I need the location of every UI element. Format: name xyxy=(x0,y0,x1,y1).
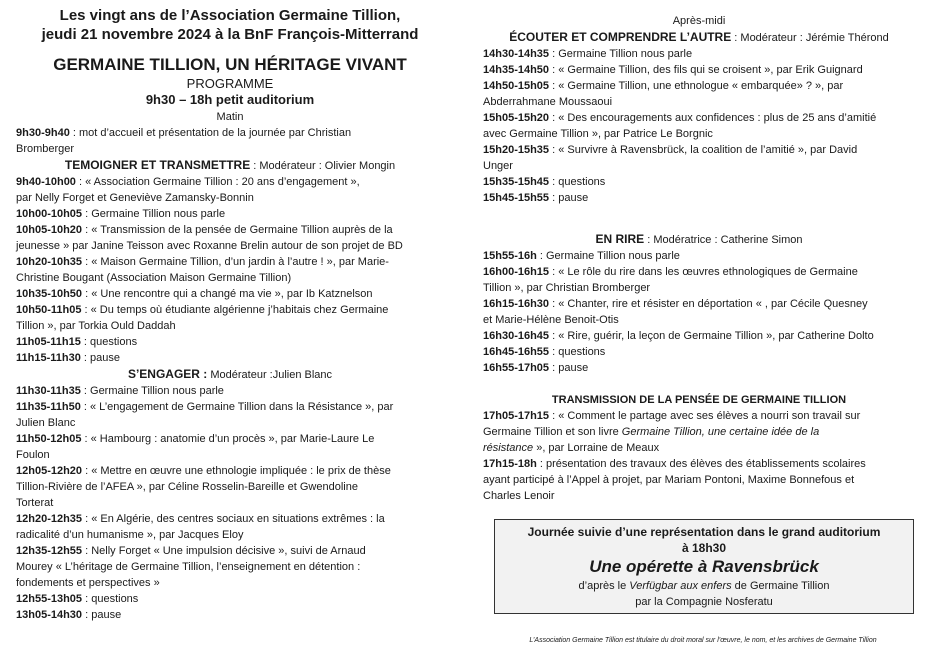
schedule-line: 16h45-16h55 : questions xyxy=(483,346,606,358)
schedule-line: 15h20-15h35 : « Survivre à Ravensbrück, la coalition de l’amitié », par David xyxy=(483,144,858,156)
schedule-line: 12h35-12h55 : Nelly Forget « Une impulsion décisive », suivi de Arnaud xyxy=(16,545,366,557)
section-sengager-lines xyxy=(16,383,444,623)
schedule-line: 15h45-15h55 : pause xyxy=(483,192,589,204)
schedule-line: 9h30-9h40 : mot d’accueil et présentation de la journée par Christian xyxy=(16,127,352,139)
transmission-line6: Charles Lenoir xyxy=(483,490,555,502)
page-title: GERMAINE TILLION, UN HÉRITAGE VIVANT xyxy=(53,55,407,74)
schedule-line: jeunesse » par Janine Teisson avec Roxanne Brelin autour de son projet de BD xyxy=(16,240,403,252)
performance-time: à 18h30 xyxy=(681,541,727,555)
section-transmission: TRANSMISSION DE LA PENSÉE DE GERMAINE TILLION xyxy=(551,394,847,406)
right-column xyxy=(483,0,915,504)
transmission-line1: 17h05-17h15 : « Comment le partage avec ses élèves a nourri son travail sur xyxy=(483,410,861,422)
schedule-line: 14h30-14h35 : Germaine Tillion nous parle xyxy=(483,48,693,60)
section-ecouter: ÉCOUTER ET COMPRENDRE L’AUTRE : Modérateur : Jérémie Thérond xyxy=(509,30,889,44)
header-line2: jeudi 21 novembre 2024 à la BnF François-Mitterrand xyxy=(41,26,419,43)
schedule-line: Bromberger xyxy=(16,143,75,155)
performance-line1: Journée suivie d’une représentation dans le grand auditorium xyxy=(527,525,881,539)
schedule-line: 10h20-10h35 : « Maison Germaine Tillion, d’un jardin à l’autre ! », par Marie- xyxy=(16,256,389,268)
schedule-line: Torterat xyxy=(16,497,54,509)
schedule-line: 11h50-12h05 : « Hambourg : anatomie d’un procès », par Marie-Laure Le xyxy=(16,433,375,445)
schedule-line: 11h05-11h15 : questions xyxy=(16,336,138,348)
schedule-line: 12h05-12h20 : « Mettre en œuvre une ethnologie impliquée : le prix de thèse xyxy=(16,465,391,477)
schedule-line: avec Germaine Tillion », par Patrice Le Borgnic xyxy=(483,128,713,140)
schedule-line: 10h05-10h20 : « Transmission de la pensée de Germaine Tillion auprès de la xyxy=(16,224,393,236)
transmission-line2: Germaine Tillion et son livre Germaine Tillion, une certaine idée de la xyxy=(483,426,820,438)
schedule-line: Foulon xyxy=(16,449,50,461)
apres-midi-label: Après-midi xyxy=(672,15,726,27)
intro-lines xyxy=(16,125,444,157)
transmission-line5: ayant participé à l’Appel à projet, par Mariam Pontoni, Maxime Bonnefous et xyxy=(483,474,855,486)
schedule-line: 12h55-13h05 : questions xyxy=(16,593,139,605)
schedule-line: et Marie-Hélène Benoit-Otis xyxy=(483,314,619,326)
schedule-line: 11h15-11h30 : pause xyxy=(16,352,120,364)
schedule-line: Tillion », par Torkia Ould Daddah xyxy=(16,320,176,332)
performance-source: d’après le Verfügbar aux enfers de Germaine Tillion xyxy=(578,580,830,592)
section-temoigner: TEMOIGNER ET TRANSMETTRE : Modérateur : Olivier Mongin xyxy=(64,158,396,172)
schedule-line: par Nelly Forget et Geneviève Zamansky-Bonnin xyxy=(16,192,254,204)
section-ecouter-lines xyxy=(483,46,915,206)
schedule-line: 16h55-17h05 : pause xyxy=(483,362,589,374)
schedule-line: Unger xyxy=(483,160,513,172)
schedule-line: 13h05-14h30 : pause xyxy=(16,609,122,621)
matin-label: Matin xyxy=(216,111,244,123)
schedule-line: 11h35-11h50 : « L’engagement de Germaine Tillion dans la Résistance », par xyxy=(16,401,394,413)
schedule-line: 16h30-16h45 : « Rire, guérir, la leçon de Germaine Tillion », par Catherine Dolto xyxy=(483,330,874,342)
schedule-line: Mourey « L’héritage de Germaine Tillion, l’enseignement en détention : xyxy=(16,561,361,573)
schedule-line: Christine Bougant (Association Maison Germaine Tillion) xyxy=(16,272,292,284)
performance-title: Une opérette à Ravensbrück xyxy=(589,557,819,576)
transmission-line3: résistance », par Lorraine de Meaux xyxy=(483,442,660,454)
schedule-line: 12h20-12h35 : « En Algérie, des centres sociaux en situations extrêmes : la xyxy=(16,513,385,525)
section-en-rire-lines xyxy=(483,248,915,376)
transmission-line4: 17h15-18h : présentation des travaux des élèves des établissements scolaires xyxy=(483,458,866,470)
schedule-line: Julien Blanc xyxy=(16,417,76,429)
schedule-line: fondements et perspectives » xyxy=(16,577,160,589)
schedule-hours: 9h30 – 18h petit auditorium xyxy=(145,92,315,107)
performance-company: par la Compagnie Nosferatu xyxy=(635,596,773,608)
schedule-line: 10h35-10h50 : « Une rencontre qui a changé ma vie », par Ib Katznelson xyxy=(16,288,373,300)
programme-label: PROGRAMME xyxy=(186,76,274,91)
section-sengager: S’ENGAGER : Modérateur :Julien Blanc xyxy=(127,367,333,381)
left-column xyxy=(16,0,444,623)
footer-note: L’Association Germaine Tillion est titulaire du droit moral sur l’œuvre, le nom, et les archives de Germaine Tillion xyxy=(529,637,877,644)
schedule-line: 11h30-11h35 : Germaine Tillion nous parle xyxy=(16,385,224,397)
performance-box xyxy=(494,519,914,614)
schedule-line: 10h00-10h05 : Germaine Tillion nous parle xyxy=(16,208,226,220)
section-en-rire: EN RIRE : Modératrice : Catherine Simon xyxy=(595,232,803,246)
schedule-line: 15h55-16h : Germaine Tillion nous parle xyxy=(483,250,680,262)
section-temoigner-lines xyxy=(16,174,444,366)
schedule-line: 15h35-15h45 : questions xyxy=(483,176,606,188)
schedule-line: radicalité d’un humanisme », par Jacques Eloy xyxy=(16,529,244,541)
schedule-line: 10h50-11h05 : « Du temps où étudiante algérienne j’habitais chez Germaine xyxy=(16,304,389,316)
schedule-line: Tillion », par Christian Bromberger xyxy=(483,282,651,294)
schedule-line: 16h00-16h15 : « Le rôle du rire dans les œuvres ethnologiques de Germaine xyxy=(483,266,858,278)
schedule-line: 14h50-15h05 : « Germaine Tillion, une ethnologue « embarquée» ? », par xyxy=(483,80,844,92)
schedule-line: Tillion-Rivière de l’AFEA », par Céline Rosselin-Bareille et Gwendoline xyxy=(16,481,358,493)
schedule-line: 14h35-14h50 : « Germaine Tillion, des fils qui se croisent », par Erik Guignard xyxy=(483,64,863,76)
schedule-line: 16h15-16h30 : « Chanter, rire et résister en déportation « , par Cécile Quesney xyxy=(483,298,868,310)
schedule-line: 9h40-10h00 : « Association Germaine Tillion : 20 ans d’engagement », xyxy=(16,176,360,188)
header-line1: Les vingt ans de l’Association Germaine Tillion, xyxy=(59,7,401,24)
schedule-line: 15h05-15h20 : « Des encouragements aux confidences : plus de 25 ans d’amitié xyxy=(483,112,877,124)
schedule-line: Abderrahmane Moussaoui xyxy=(483,96,613,108)
